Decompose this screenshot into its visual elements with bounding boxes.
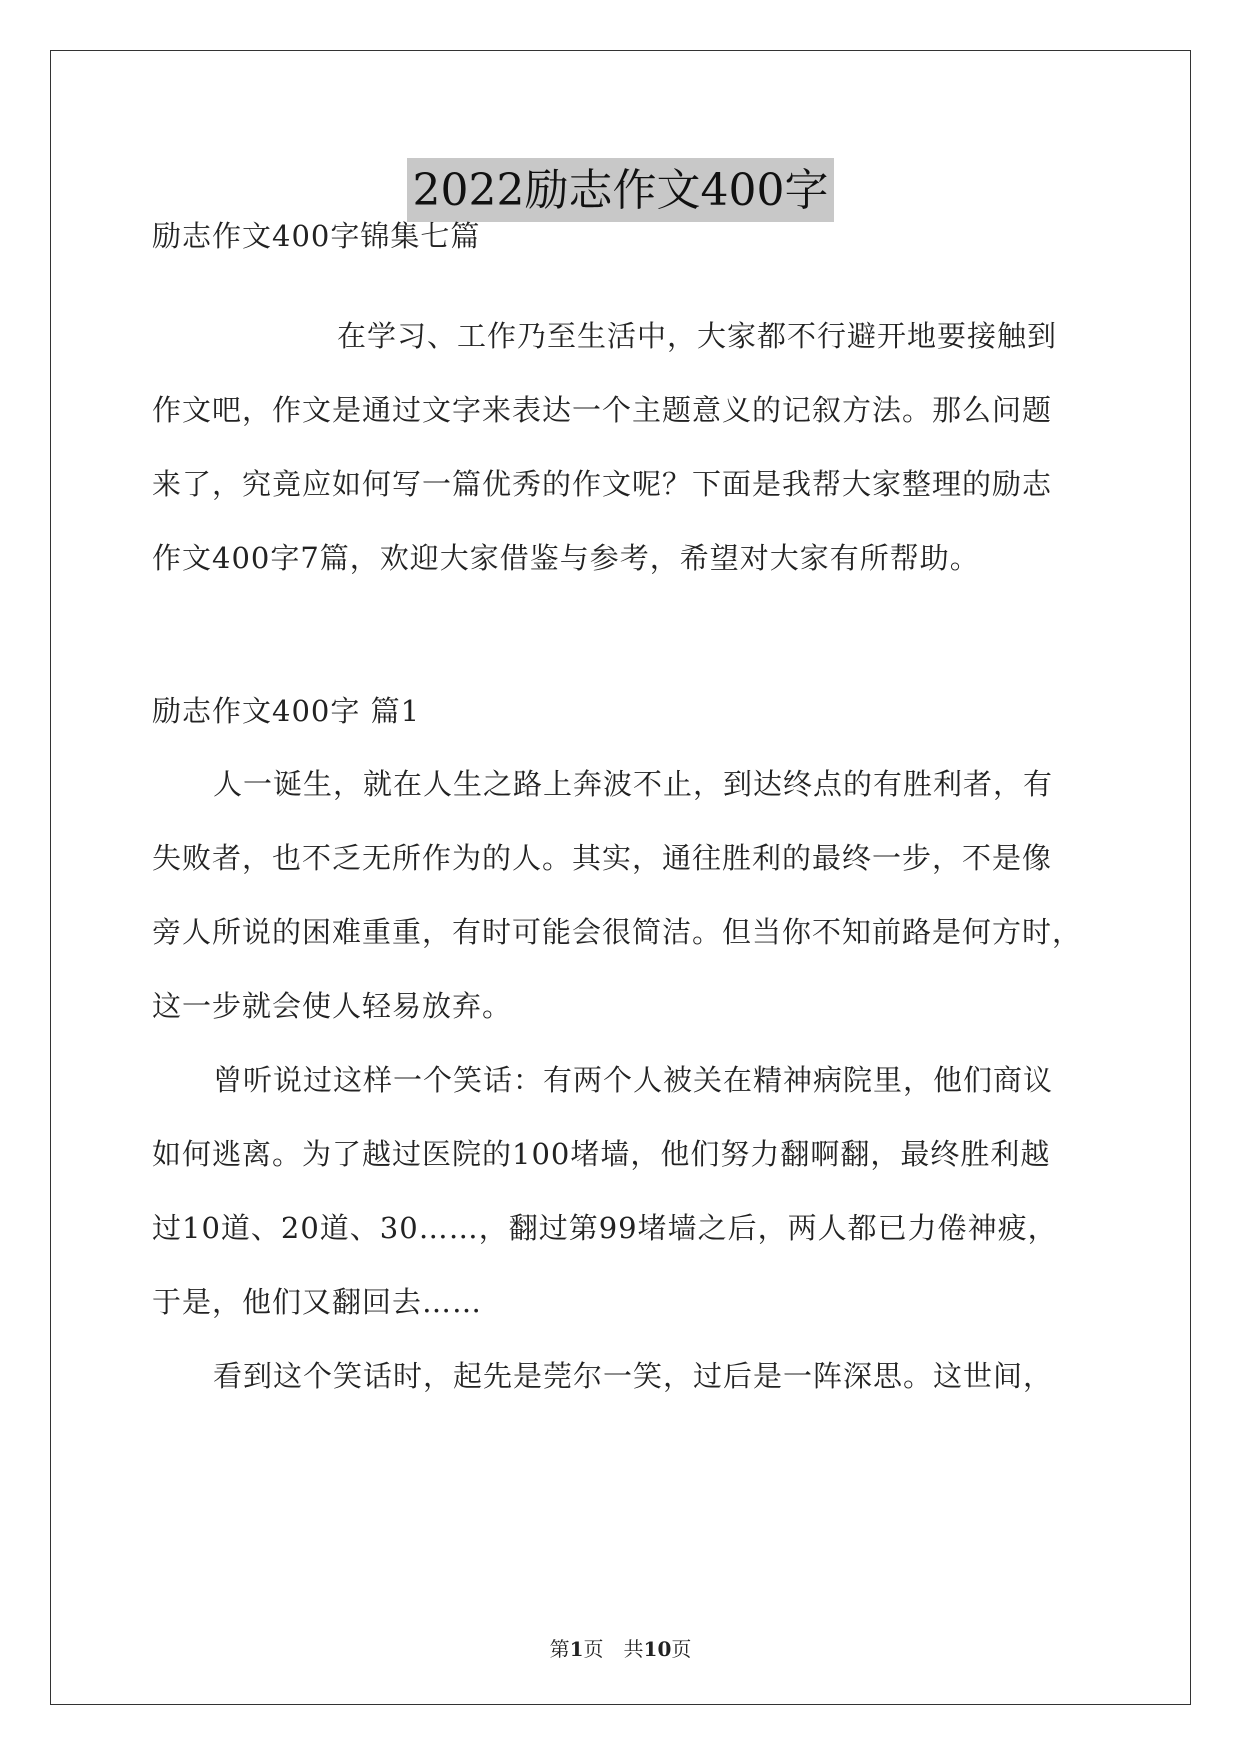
page-border <box>50 50 1191 1705</box>
paragraph-line: 旁人所说的困难重重，有时可能会很简洁。但当你不知前路是何方时， <box>152 915 1083 949</box>
paragraph-line: 看到这个笑话时，起先是莞尔一笑，过后是一阵深思。这世间， <box>213 1359 1054 1393</box>
paragraph-line: 人一诞生，就在人生之路上奔波不止，到达终点的有胜利者，有 <box>213 767 1054 801</box>
document-title-wrapper <box>0 158 1241 222</box>
intro-line: 来了，究竟应如何写一篇优秀的作文呢？下面是我帮大家整理的励志 <box>152 467 1053 501</box>
intro-line: 作文400字7篇，欢迎大家借鉴与参考，希望对大家有所帮助。 <box>152 541 980 575</box>
paragraph-line: 这一步就会使人轻易放弃。 <box>152 989 513 1023</box>
footer-total-pages: 10 <box>643 1637 672 1661</box>
page-footer <box>0 1633 1241 1662</box>
footer-page-number: 1 <box>569 1637 584 1661</box>
intro-line: 在学习、工作乃至生活中，大家都不行避开地要接触到 <box>337 319 1058 353</box>
footer-prefix: 第 <box>549 1637 570 1661</box>
footer-suffix: 页 <box>671 1637 692 1661</box>
document-subtitle: 励志作文400字锦集七篇 <box>152 219 481 253</box>
paragraph-line: 过10道、20道、30……，翻过第99堵墙之后，两人都已力倦神疲， <box>152 1211 1058 1245</box>
paragraph-line: 于是，他们又翻回去…… <box>152 1285 483 1319</box>
footer-mid: 页 共 <box>583 1637 644 1661</box>
paragraph-line: 失败者，也不乏无所作为的人。其实，通往胜利的最终一步，不是像 <box>152 841 1053 875</box>
document-title: 2022励志作文400字 <box>407 158 835 222</box>
section-heading: 励志作文400字 篇1 <box>152 694 421 728</box>
intro-line: 作文吧，作文是通过文字来表达一个主题意义的记叙方法。那么问题 <box>152 393 1053 427</box>
paragraph-line: 曾听说过这样一个笑话：有两个人被关在精神病院里，他们商议 <box>213 1063 1054 1097</box>
paragraph-line: 如何逃离。为了越过医院的100堵墙，他们努力翻啊翻，最终胜利越 <box>152 1137 1051 1171</box>
